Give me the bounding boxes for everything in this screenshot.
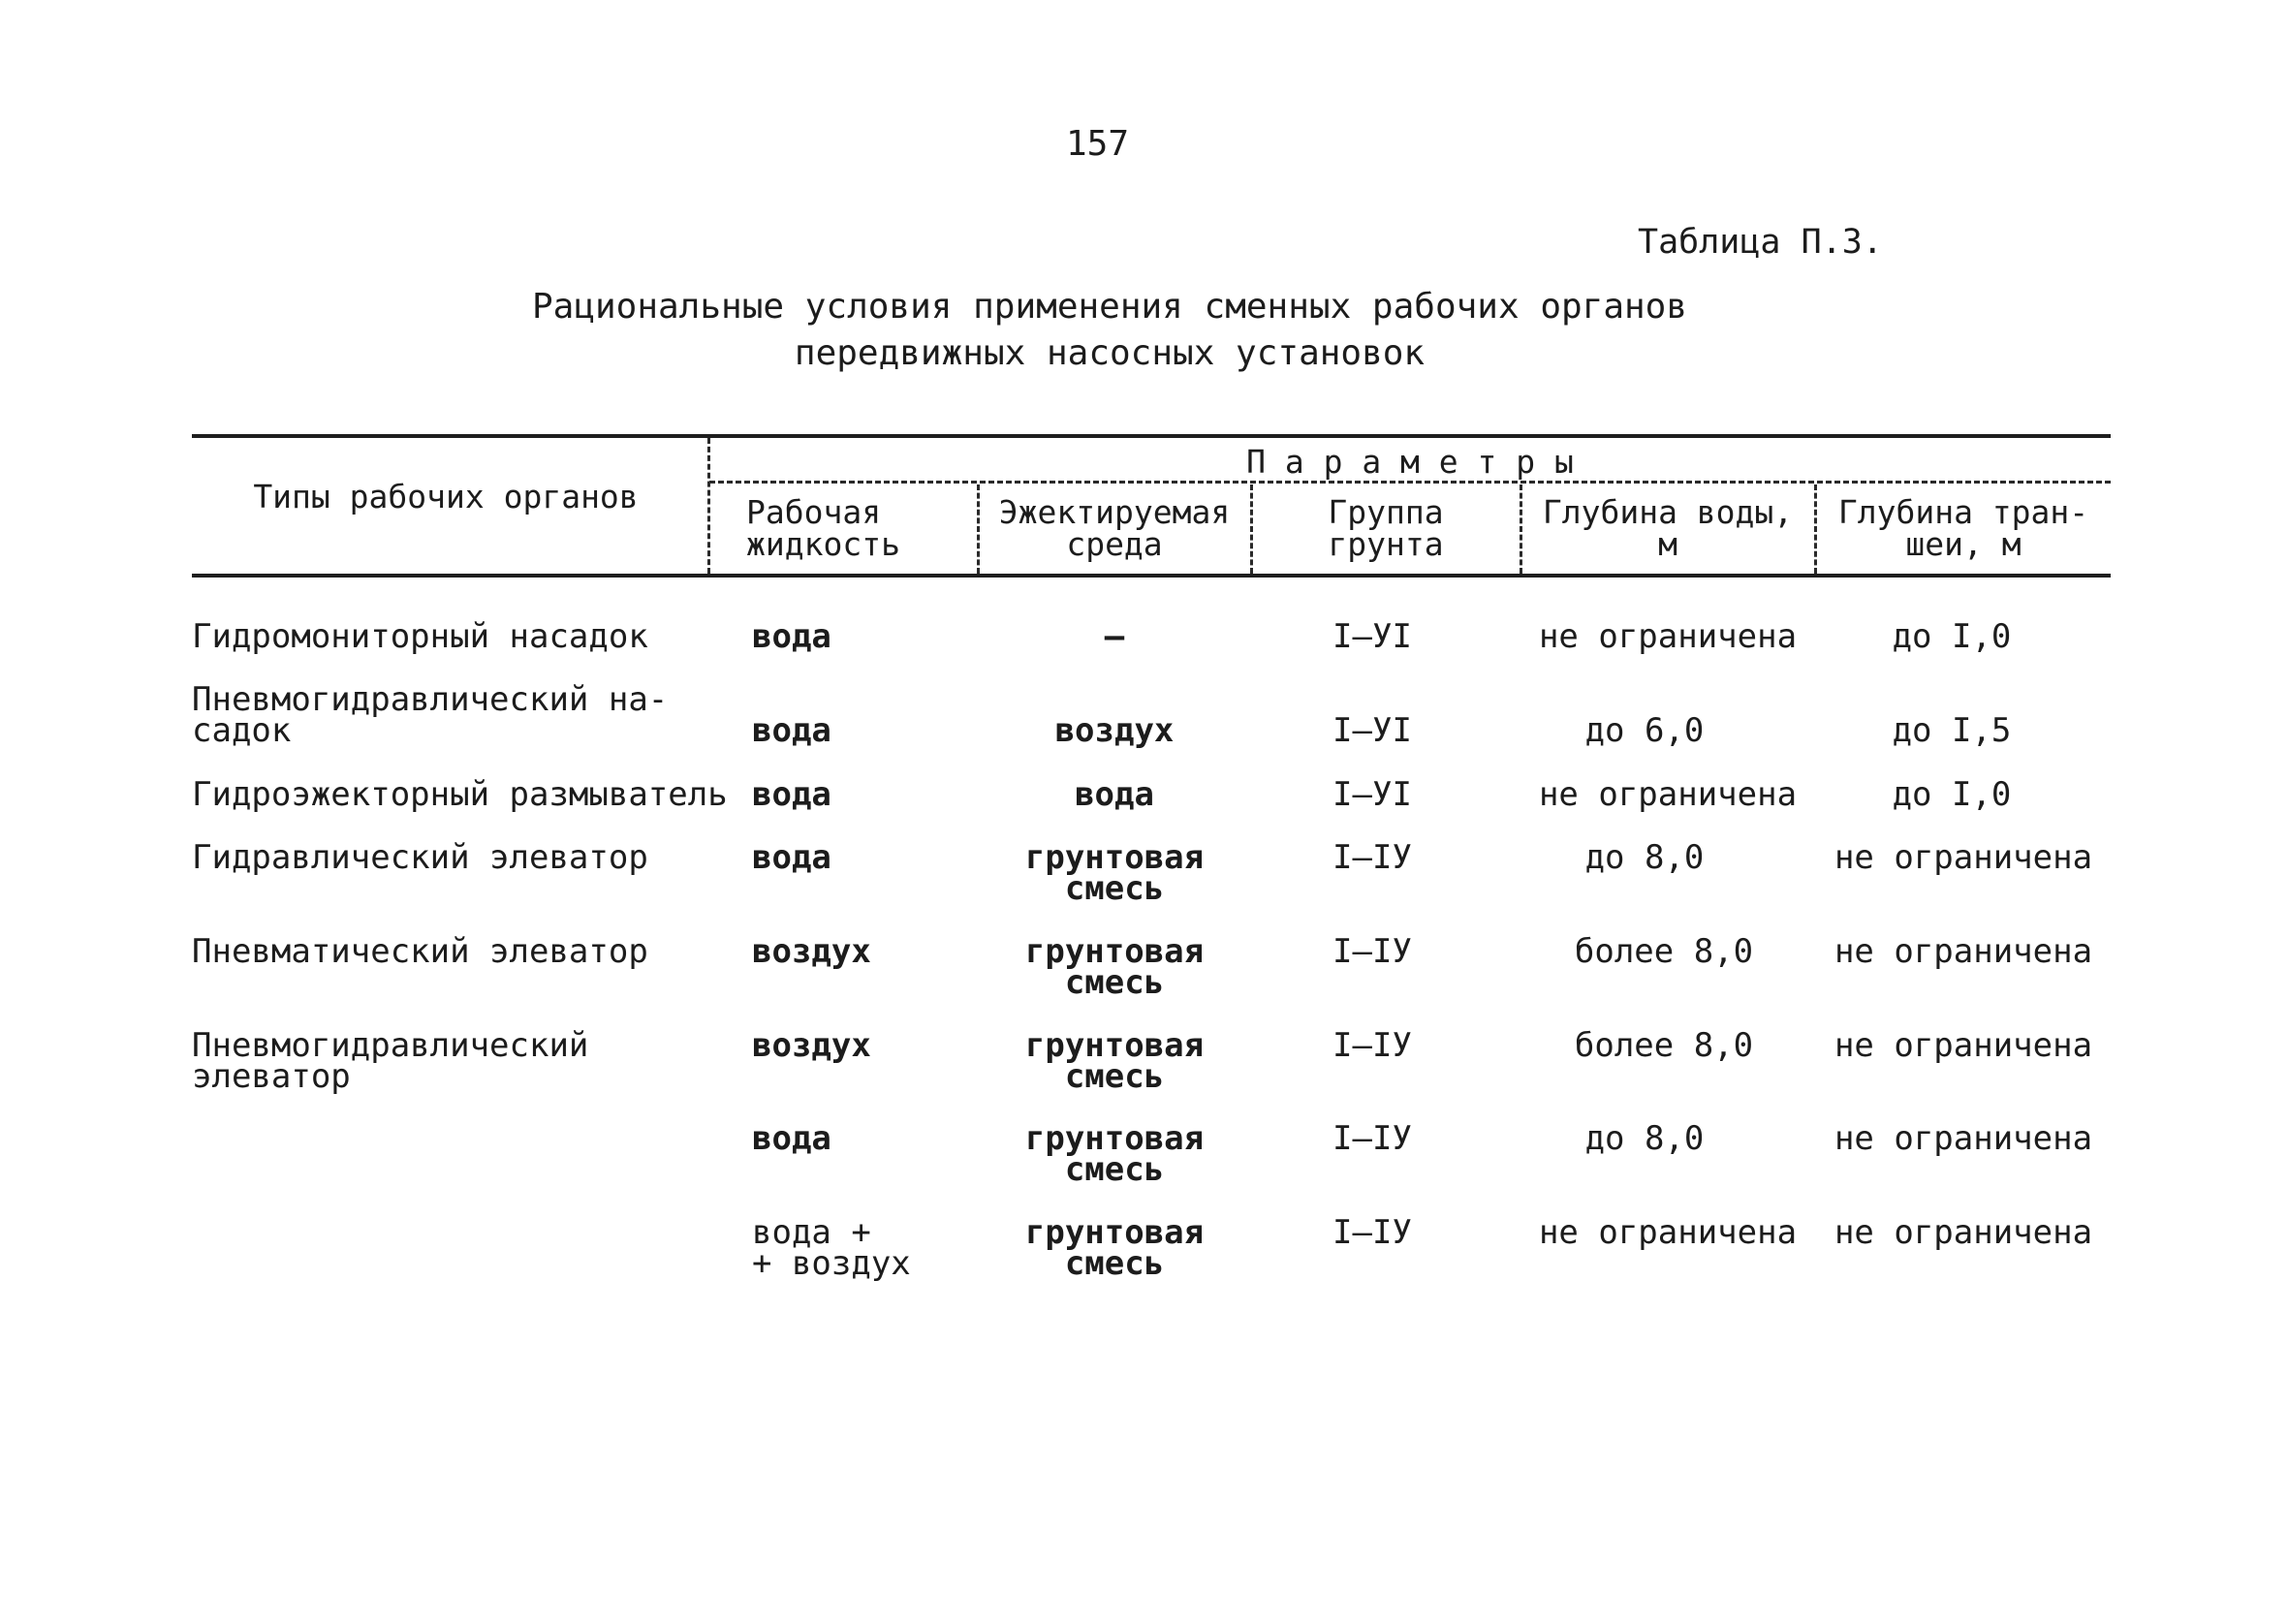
row-water-depth: не ограничена xyxy=(1538,617,1798,656)
row-ejected-medium: грунтовая смесь xyxy=(1024,932,1205,1002)
row-soil-group: I–УI xyxy=(1332,711,1412,750)
row-trench-depth: не ограничена xyxy=(1834,1119,2093,1158)
row-type: Гидравлический элеватор xyxy=(192,838,648,877)
row-ejected-medium: воздух xyxy=(1054,711,1175,750)
column-divider xyxy=(977,484,980,574)
row-soil-group: I–IУ xyxy=(1332,1213,1412,1252)
row-trench-depth: не ограничена xyxy=(1834,932,2093,971)
row-soil-group: I–IУ xyxy=(1332,838,1412,877)
row-trench-depth: не ограничена xyxy=(1834,838,2093,877)
row-water-depth: более 8,0 xyxy=(1574,1026,1754,1065)
row-type: Гидромониторный насадок xyxy=(192,617,648,656)
row-work-fluid: вода xyxy=(752,711,831,750)
row-ejected-medium: грунтовая смесь xyxy=(1024,838,1205,908)
column-divider xyxy=(1520,484,1522,574)
row-ejected-medium: – xyxy=(1104,617,1125,656)
row-ejected-medium: грунтовая смесь xyxy=(1024,1026,1205,1096)
header-ejected-medium: Эжектируемая среда xyxy=(998,493,1231,563)
row-work-fluid: воздух xyxy=(752,932,871,971)
row-water-depth: до 6,0 xyxy=(1584,711,1705,750)
table-title-line2: передвижных насосных установок xyxy=(794,333,1426,373)
row-soil-group: I–УI xyxy=(1332,775,1412,814)
header-types: Типы рабочих органов xyxy=(253,478,639,515)
table-title-line1: Рациональные условия применения сменных рабочих органов xyxy=(531,287,1688,327)
header-parameters: П а р а м е т р ы xyxy=(1246,443,1574,481)
row-work-fluid: вода xyxy=(752,775,831,814)
header-bottom-rule xyxy=(192,574,2111,578)
column-divider xyxy=(1814,484,1817,574)
table-label: Таблица П.3. xyxy=(1638,223,1883,262)
row-trench-depth: не ограничена xyxy=(1834,1213,2093,1252)
row-soil-group: I–IУ xyxy=(1332,1026,1412,1065)
row-work-fluid: воздух xyxy=(752,1026,871,1065)
row-work-fluid: вода xyxy=(752,617,831,656)
row-type: Гидроэжекторный размыватель xyxy=(192,775,728,814)
row-work-fluid: вода xyxy=(752,1119,831,1158)
row-water-depth: не ограничена xyxy=(1538,775,1798,814)
row-water-depth: более 8,0 xyxy=(1574,932,1754,971)
row-water-depth: до 8,0 xyxy=(1584,838,1705,877)
page-number: 157 xyxy=(1066,124,1130,164)
parameters-divider xyxy=(709,481,2111,484)
row-water-depth: до 8,0 xyxy=(1584,1119,1705,1158)
row-work-fluid: вода + + воздух xyxy=(752,1213,911,1283)
row-trench-depth: не ограничена xyxy=(1834,1026,2093,1065)
header-soil-group: Группа грунта xyxy=(1328,493,1444,563)
column-divider xyxy=(1250,484,1253,574)
table-top-rule xyxy=(192,434,2111,438)
row-soil-group: I–IУ xyxy=(1332,932,1412,971)
row-water-depth: не ограничена xyxy=(1538,1213,1798,1252)
row-ejected-medium: грунтовая смесь xyxy=(1024,1119,1205,1189)
header-water-depth: Глубина воды, м xyxy=(1542,493,1794,563)
row-trench-depth: до I,0 xyxy=(1892,617,2012,656)
row-type: Пневмогидравлический элеватор xyxy=(192,1026,589,1096)
row-ejected-medium: вода xyxy=(1075,775,1154,814)
row-type: Пневматический элеватор xyxy=(192,932,648,971)
row-trench-depth: до I,5 xyxy=(1892,711,2012,750)
header-work-fluid: Рабочая жидкость xyxy=(746,493,900,563)
row-trench-depth: до I,0 xyxy=(1892,775,2012,814)
header-trench-depth: Глубина тран- шеи, м xyxy=(1837,493,2089,563)
row-soil-group: I–УI xyxy=(1332,617,1412,656)
row-soil-group: I–IУ xyxy=(1332,1119,1412,1158)
row-work-fluid: вода xyxy=(752,838,831,877)
row-ejected-medium: грунтовая смесь xyxy=(1024,1213,1205,1283)
row-type: Пневмогидравлический на- садок xyxy=(192,680,669,750)
